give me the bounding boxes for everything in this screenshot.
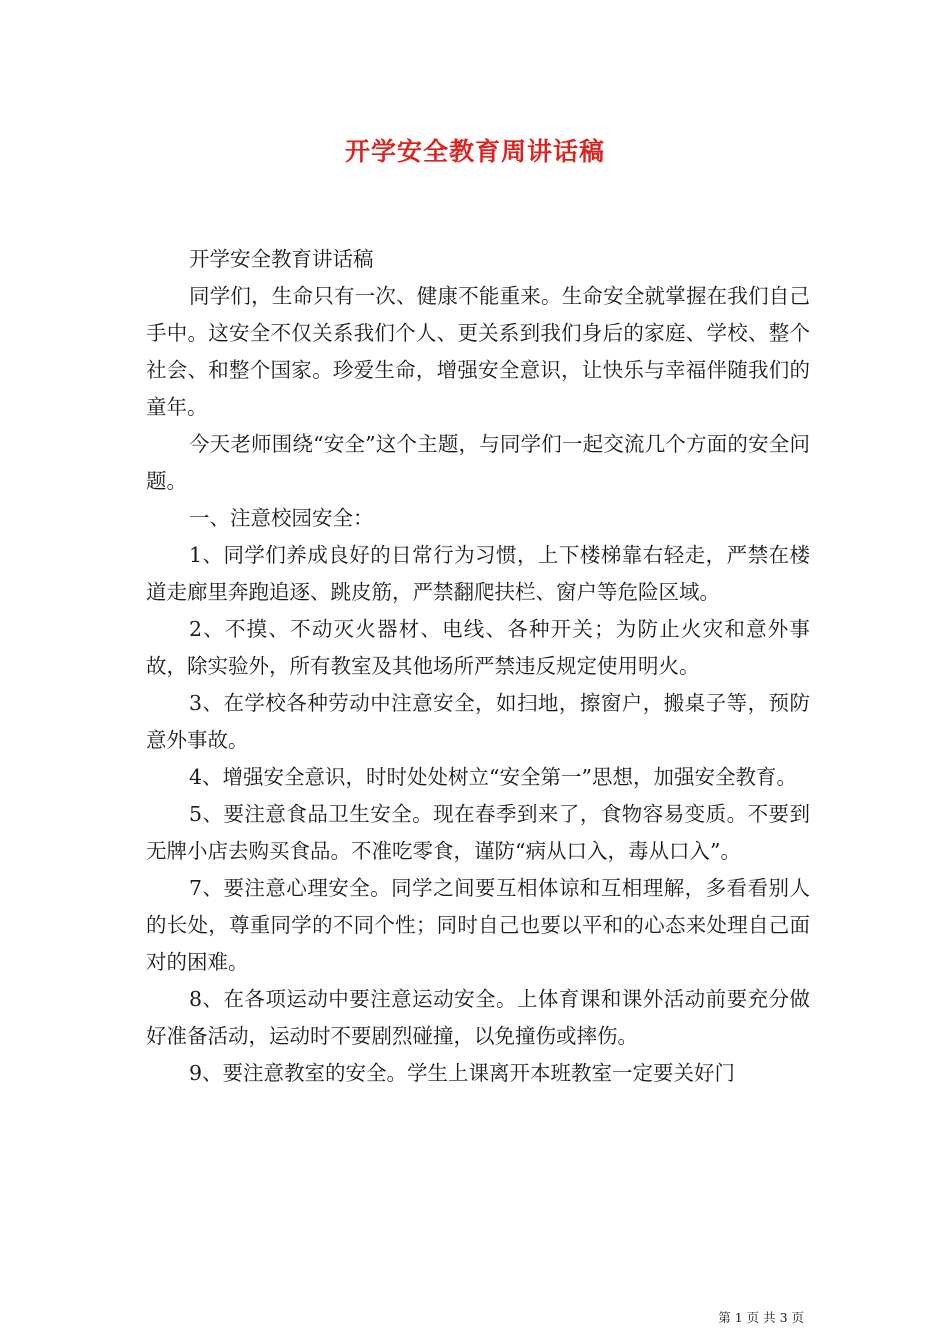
document-title: 开学安全教育周讲话稿 xyxy=(344,137,605,166)
paragraph-subtitle: 开学安全教育讲话稿 xyxy=(189,247,374,271)
paragraph: 同学们，生命只有一次、健康不能重来。生命安全就掌握在我们自己手中。这安全不仅关系我们个人、更关系到我们身后的家庭、学校、整个社会、和整个国家。珍爱生命，增强安全意识，让快乐与幸福伴随我们的童年。 xyxy=(146,284,810,419)
list-item: 3、在学校各种劳动中注意安全，如扫地，擦窗户，搬桌子等，预防意外事故。 xyxy=(146,691,810,752)
list-item: 2、不摸、不动灭火器材、电线、各种开关；为防止火灾和意外事故，除实验外，所有教室及其他场所严禁违反规定使用明火。 xyxy=(146,617,810,678)
list-item: 8、在各项运动中要注意运动安全。上体育课和课外活动前要充分做好准备活动，运动时不要剧烈碰撞，以免撞伤或摔伤。 xyxy=(146,987,810,1048)
paragraph: 今天老师围绕“安全”这个主题，与同学们一起交流几个方面的安全问题。 xyxy=(146,432,810,493)
page-number: 第 1 页 共 3 页 xyxy=(718,1310,804,1325)
list-item: 5、要注意食品卫生安全。现在春季到来了，食物容易变质。不要到无牌小店去购买食品。不准吃零食，谨防“病从口入，毒从口入”。 xyxy=(146,802,810,863)
list-item: 4、增强安全意识，时时处处树立“安全第一”思想，加强安全教育。 xyxy=(189,765,798,789)
list-item: 1、同学们养成良好的日常行为习惯，上下楼梯靠右轻走，严禁在楼道走廊里奔跑追逐、跳皮筋，严禁翻爬扶栏、窗户等危险区域。 xyxy=(146,543,810,604)
section-heading: 一、注意校园安全： xyxy=(189,506,374,530)
document-body xyxy=(146,241,810,1092)
list-item: 7、要注意心理安全。同学之间要互相体谅和互相理解，多看看别人的长处，尊重同学的不同个性；同时自己也要以平和的心态来处理自己面对的困难。 xyxy=(146,876,810,974)
list-item: 9、要注意教室的安全。学生上课离开本班教室一定要关好门 xyxy=(189,1061,736,1085)
